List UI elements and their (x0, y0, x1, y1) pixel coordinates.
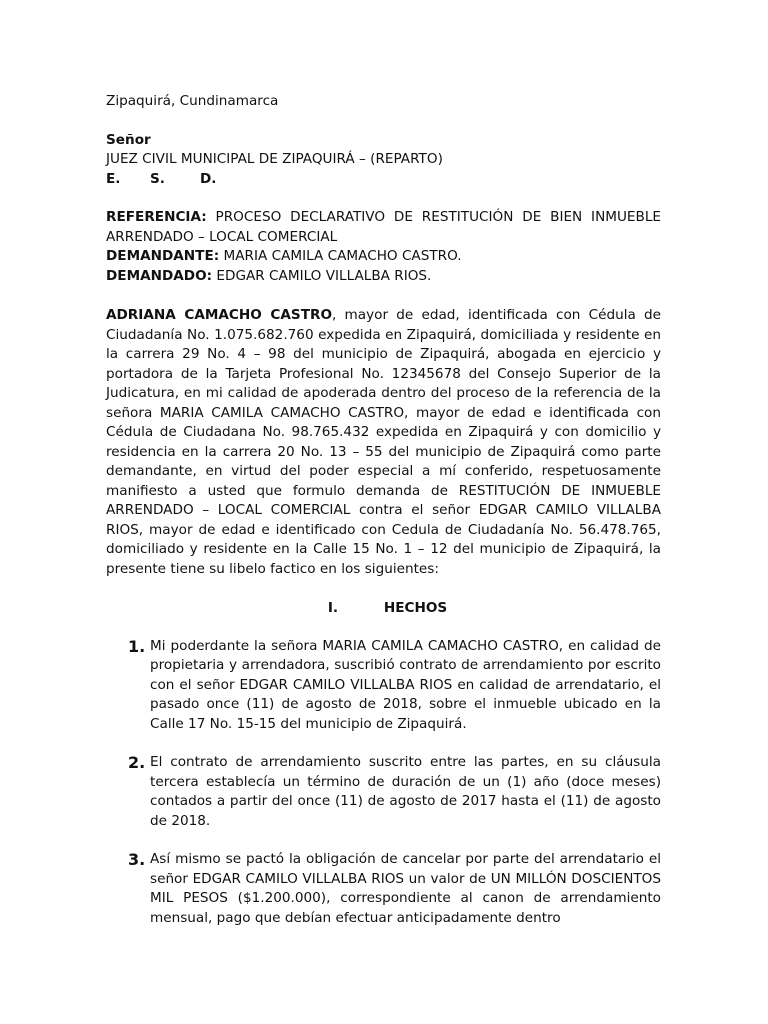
section-heading (106, 599, 661, 619)
demandado-text: EDGAR CAMILO VILLALBA RIOS. (212, 267, 432, 284)
demandado-line (106, 267, 661, 287)
section-title: HECHOS (383, 600, 448, 616)
demandado-label: DEMANDADO: (106, 267, 213, 284)
esd-line (106, 170, 661, 190)
reference-block (106, 208, 661, 286)
referencia-text: PROCESO DECLARATIVO DE RESTITUCIÓN DE BIEN INMUEBLE ARRENDADO – LOCAL COMERCIAL (106, 209, 661, 245)
salutation: Señor (106, 131, 151, 148)
referencia-line (106, 208, 661, 247)
demandante-text: MARIA CAMILA CAMACHO CASTRO. (219, 248, 462, 264)
intro-name: ADRIANA CAMACHO CASTRO (106, 307, 333, 323)
esd-d: D. (200, 170, 217, 187)
document-body (106, 92, 661, 947)
demandante-line (106, 247, 661, 267)
list-item-number: 2. (128, 753, 146, 772)
esd-s: S. (150, 170, 165, 187)
list-item-text: Mi poderdante la señora MARIA CAMILA CAMACHO CASTRO, en calidad de propietaria y arrendadora, suscribió contrato de arrendamiento por escrito con el señor EDGAR CAMILO VILLALBA RIOS en calidad de arrendatario, el pasado once (11) de agosto de 2018, sobre el inmueble ubicado en la Calle 17 No. 15-15 del municipio de Zipaquirá. (150, 637, 661, 732)
addressee: JUEZ CIVIL MUNICIPAL DE ZIPAQUIRÁ – (REPARTO) (106, 151, 443, 167)
hechos-list (106, 637, 661, 929)
intro-paragraph (106, 306, 661, 579)
list-item (106, 753, 661, 831)
list-item-text: El contrato de arrendamiento suscrito entre las partes, en su cláusula tercera establecía un término de duración de un (1) año (doce meses) contados a partir del once (11) de agosto de 2017 hasta el (11) de agosto de 2018. (150, 754, 661, 829)
section-number: I. (327, 600, 339, 616)
esd-e: E. (106, 170, 121, 187)
referencia-label: REFERENCIA: (106, 209, 207, 225)
list-item (106, 850, 661, 928)
list-item (106, 637, 661, 735)
list-item-number: 1. (128, 636, 146, 656)
city-line: Zipaquirá, Cundinamarca (106, 93, 279, 109)
list-item-number: 3. (128, 850, 146, 869)
demandante-label: DEMANDANTE: (106, 248, 220, 264)
intro-text: , mayor de edad, identificada con Cédula de Ciudadanía No. 1.075.682.760 expedida en Zipaquirá, domiciliada y residente en la carrera 29 No. 4 – 98 del municipio de Zipaquirá, abogada en ejercicio y portadora de la Tarjeta Profesional No. 12345678 del Consejo Superior de la Judicatura, en mi calidad de apoderada dentro del proceso de la referencia de la señora MARIA CAMILA CAMACHO CASTRO, mayor de edad e identificada con Cédula de Ciudadana No. 98.765.432 expedida en Zipaquirá y con domicilio y residencia en la carrera 20 No. 13 – 55 del municipio de Zipaquirá como parte demandante, en virtud del poder especial a mí conferido, respetuosamente manifiesto a usted que formulo demanda de RESTITUCIÓN DE INMUEBLE ARRENDADO – LOCAL COMERCIAL contra el señor EDGAR CAMILO VILLALBA RIOS, mayor de edad e identificado con Cedula de Ciudadanía No. 56.478.765, domiciliado y residente en la Calle 15 No. 1 – 12 del municipio de Zipaquirá, la presente tiene su libelo factico en los siguientes: (106, 307, 661, 577)
list-item-text: Así mismo se pactó la obligación de cancelar por parte del arrendatario el señor EDGAR CAMILO VILLALBA RIOS un valor de UN MILLÓN DOSCIENTOS MIL PESOS ($1.200.000), correspondiente al canon de arrendamiento mensual, pago que debían efectuar anticipadamente dentro (150, 851, 661, 926)
